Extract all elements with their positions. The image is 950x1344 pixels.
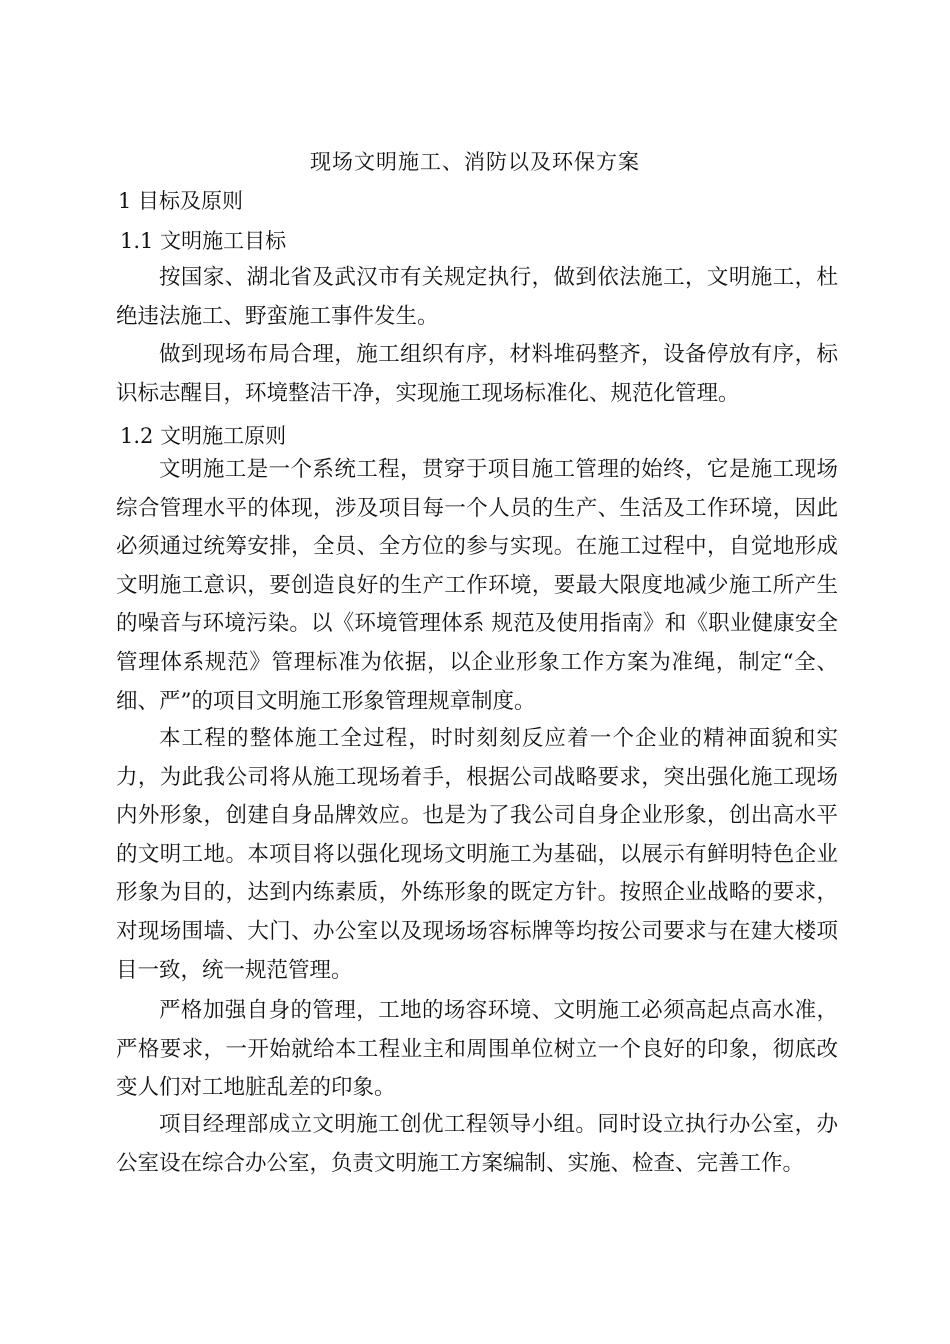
paragraph-1-1-b: 做到现场布局合理，施工组织有序，材料堆码整齐，设备停放有序，标识标志醒目，环境整洁干净，实现施工现场标准化、规范化管理。 <box>116 342 838 406</box>
paragraph-1-2-a: 文明施工是一个系统工程，贯穿于项目施工管理的始终，它是施工现场综合管理水平的体现，涉及项目每一个人员的生产、生活及工作环境，因此必须通过统筹安排，全员、全方位的参与实现。在施工过程中，自觉地形成文明施工意识，要创造良好的生产工作环境，要最大限度地减少施工所产生的噪音与环境污染。以《环境管理体系 规范及使用指南》和《职业健康安全管理体系规范》管理标准为依据，以企业形象工作方案为准绳，制定“全、细、严”的项目文明施工形象管理规章制度。 <box>116 457 838 714</box>
paragraph-1-1-a: 按国家、湖北省及武汉市有关规定执行，做到依法施工，文明施工，杜绝违法施工、野蛮施工事件发生。 <box>116 265 838 329</box>
document-title: 现场文明施工、消防以及环保方案 <box>310 150 640 174</box>
paragraph-1-2-c: 严格加强自身的管理，工地的场容环境、文明施工必须高起点高水准，严格要求，一开始就给本工程业主和周围单位树立一个良好的印象，彻底改变人们对工地脏乱差的印象。 <box>116 998 838 1101</box>
section-heading-1: 1 目标及原则 <box>118 189 244 213</box>
section-heading-1-2: 1.2 文明施工原则 <box>120 424 287 448</box>
section-heading-1-1: 1.1 文明施工目标 <box>120 229 287 253</box>
paragraph-1-2-b: 本工程的整体施工全过程，时时刻刻反应着一个企业的精神面貌和实力，为此我公司将从施工现场着手，根据公司战略要求，突出强化施工现场内外形象，创建自身品牌效应。也是为了我公司自身企业形象，创出高水平的文明工地。本项目将以强化现场文明施工为基础，以展示有鲜明特色企业形象为目的，达到内练素质，外练形象的既定方针。按照企业战略的要求，对现场围墙、大门、办公室以及现场场容标牌等均按公司要求与在建大楼项目一致，统一规范管理。 <box>116 726 838 983</box>
paragraph-1-2-d: 项目经理部成立文明施工创优工程领导小组。同时设立执行办公室，办公室设在综合办公室，负责文明施工方案编制、实施、检查、完善工作。 <box>116 1112 838 1176</box>
